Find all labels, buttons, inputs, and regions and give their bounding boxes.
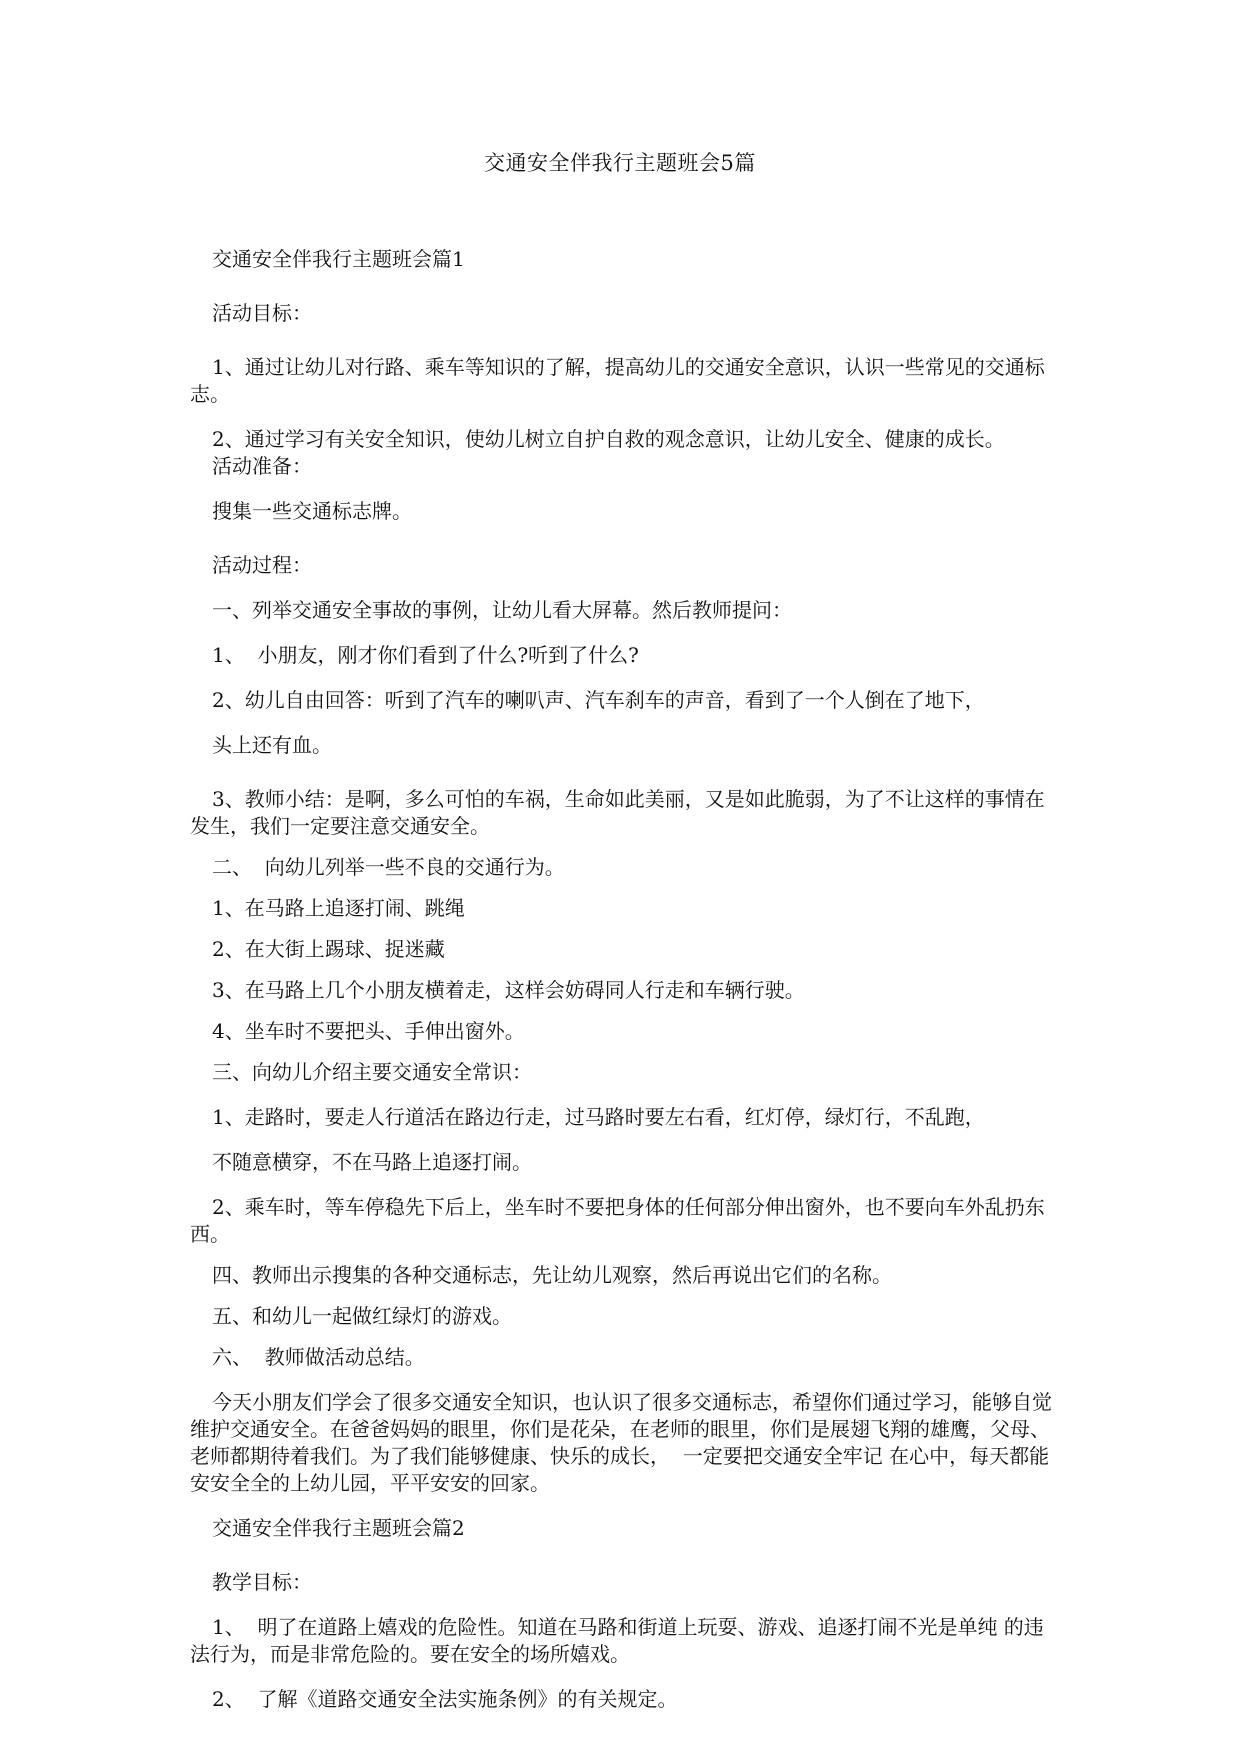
paragraph: 头上还有血。	[212, 733, 332, 757]
paragraph: 搜集一些交通标志牌。	[212, 499, 412, 523]
paragraph: 六、 教师做活动总结。	[212, 1345, 425, 1369]
document-title: 交通安全伴我行主题班会5篇	[484, 151, 756, 175]
paragraph: 2、 了解《道路交通安全法实施条例》的有关规定。	[212, 1687, 678, 1711]
paragraph: 今天小朋友们学会了很多交通安全知识，也认识了很多交通标志，希望你们通过学习，能够自觉维护交通安全。在爸爸妈妈的眼里，你们是花朵，在老师的眼里，你们是展翅飞翔的雄鹰，父母、老师都期待着我们。为了我们能够健康、快乐的成长， 一定要把交通安全牢记 在心中，每天都能安安全全的上幼儿园，平平安安的回家。	[190, 1390, 1052, 1495]
paragraph: 四、教师出示搜集的各种交通标志，先让幼儿观察，然后再说出它们的名称。	[212, 1263, 892, 1287]
paragraph: 不随意横穿，不在马路上追逐打闹。	[212, 1150, 532, 1174]
paragraph: 2、乘车时，等车停稳先下后上，坐车时不要把身体的任何部分伸出窗外，也不要向车外乱扔东西。	[190, 1195, 1045, 1246]
paragraph: 2、幼儿自由回答：听到了汽车的喇叭声、汽车刹车的声音，看到了一个人倒在了地下，	[212, 688, 985, 712]
section-heading: 交通安全伴我行主题班会篇2	[212, 1516, 465, 1540]
paragraph: 3、在马路上几个小朋友横着走，这样会妨碍同人行走和车辆行驶。	[212, 978, 805, 1002]
paragraph: 2、通过学习有关安全知识，使幼儿树立自护自救的观念意识，让幼儿安全、健康的成长。	[212, 427, 1005, 451]
paragraph: 活动准备：	[212, 454, 312, 478]
paragraph: 教学目标：	[212, 1570, 312, 1594]
paragraph: 1、 小朋友，刚才你们看到了什么?听到了什么?	[212, 643, 639, 667]
paragraph: 二、 向幼儿列举一些不良的交通行为。	[212, 855, 565, 879]
paragraph: 活动过程：	[212, 553, 312, 577]
paragraph: 五、和幼儿一起做红绿灯的游戏。	[212, 1304, 512, 1328]
document-body	[190, 246, 1060, 1713]
paragraph: 一、列举交通安全事故的事例，让幼儿看大屏幕。然后教师提问：	[212, 598, 792, 622]
paragraph: 1、通过让幼儿对行路、乘车等知识的了解，提高幼儿的交通安全意识，认识一些常见的交通标志。	[190, 355, 1045, 406]
paragraph: 1、在马路上追逐打闹、跳绳	[212, 896, 465, 920]
paragraph: 3、教师小结：是啊，多么可怕的车祸，生命如此美丽，又是如此脆弱，为了不让这样的事情在发生，我们一定要注意交通安全。	[190, 787, 1045, 838]
paragraph: 1、走路时，要走人行道活在路边行走，过马路时要左右看，红灯停，绿灯行，不乱跑，	[212, 1105, 985, 1129]
paragraph: 三、向幼儿介绍主要交通安全常识：	[212, 1060, 532, 1084]
paragraph: 活动目标：	[212, 301, 312, 325]
paragraph: 1、 明了在道路上嬉戏的危险性。知道在马路和街道上玩耍、游戏、追逐打闹不光是单纯 的违法行为，而是非常危险的。要在安全的场所嬉戏。	[190, 1615, 1044, 1666]
paragraph: 2、在大街上踢球、捉迷藏	[212, 937, 445, 961]
section-heading: 交通安全伴我行主题班会篇1	[212, 247, 465, 271]
paragraph: 4、坐车时不要把头、手伸出窗外。	[212, 1019, 525, 1043]
